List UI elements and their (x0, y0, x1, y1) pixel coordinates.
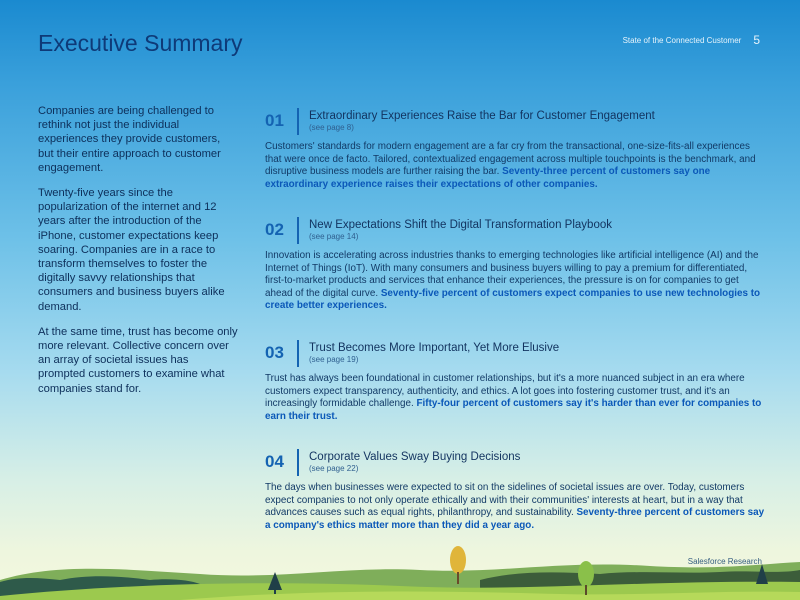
finding-highlight: Fifty-four percent of customers say it's harder than ever for companies to earn their trust. (265, 398, 762, 422)
finding-body (265, 250, 765, 313)
finding-title: Extraordinary Experiences Raise the Bar for Customer Engagement (309, 110, 655, 122)
finding-divider (297, 108, 299, 135)
finding-highlight: Seventy-three percent of customers say one extraordinary experience raises their expectations of other companies. (265, 166, 711, 190)
finding-header (265, 213, 765, 247)
landscape-illustration (0, 540, 800, 600)
finding-number: 02 (265, 220, 284, 239)
finding-03 (265, 336, 765, 423)
finding-divider (297, 449, 299, 476)
finding-highlight: Seventy-three percent of customers say a company's ethics matter more than they did a year ago. (265, 507, 765, 531)
finding-01 (265, 104, 765, 191)
finding-number: 01 (265, 111, 284, 130)
intro-column (38, 104, 238, 407)
finding-number: 04 (265, 452, 284, 471)
finding-header (265, 104, 765, 138)
finding-number: 03 (265, 343, 284, 362)
finding-body (265, 141, 765, 191)
finding-page-ref: (see page 14) (309, 232, 359, 241)
finding-text: Innovation is accelerating across industries thanks to emerging technologies like artificial intelligence (AI) and the Internet of Things (IoT). With many consumers and business buyers willing to pay a premium for differentiated, first-to-market products and services that enhance their experiences, the pressure is on for companies to get ahead of the digital curve. (265, 250, 759, 299)
finding-divider (297, 340, 299, 367)
finding-02 (265, 213, 765, 313)
finding-header (265, 336, 765, 370)
page-header-meta (623, 33, 760, 47)
finding-page-ref: (see page 8) (309, 123, 354, 132)
yellow-tree-trunk (457, 572, 459, 584)
intro-paragraph: Twenty-five years since the popularization of the internet and 12 years after the introduction of the iPhone, customer expectations keep soaring. Companies are in a race to transform themselves to foster the digitally savvy relationships that consumers and business buyers alike demand. (38, 187, 225, 313)
finding-body (265, 373, 765, 423)
finding-page-ref: (see page 22) (309, 464, 359, 473)
intro-paragraph: Companies are being challenged to rethink not just the individual experiences they provide customers, but their entire approach to customer engagement. (38, 105, 221, 174)
publication-name: State of the Connected Customer (622, 35, 742, 45)
page-title: Executive Summary (38, 30, 243, 56)
finding-04 (265, 445, 765, 532)
finding-title: New Expectations Shift the Digital Transformation Playbook (309, 219, 612, 231)
finding-text: Trust has always been foundational in customer relationships, but it's a more nuanced subject in an era where customers expect transparency, authenticity, and ethics. A lot goes into fostering customer trust, and it's an increasingly formidable challenge. (265, 373, 745, 410)
pine-trunk-left (274, 590, 276, 594)
green-tree-crown (578, 561, 594, 587)
finding-title: Corporate Values Sway Buying Decisions (309, 451, 521, 463)
finding-text: The days when businesses were expected to sit on the sidelines of societal issues are over. Today, customers expect companies to not only operate ethically and with their communities' interests at heart, but in a way that advances causes such as equal rights, philanthropy, and sustainability. (265, 482, 745, 519)
finding-text: Customers' standards for modern engagement are a far cry from the transactional, one-size-fits-all experiences that were once de facto. Tailored, contextualized engagement across multiple touchpoints is the benchmark, and disruptive business models are further raising the bar. (265, 141, 756, 178)
finding-body (265, 482, 765, 532)
green-tree-trunk (585, 585, 587, 595)
yellow-tree-crown (450, 546, 466, 574)
finding-title: Trust Becomes More Important, Yet More Elusive (309, 342, 560, 354)
finding-divider (297, 217, 299, 244)
finding-page-ref: (see page 19) (309, 355, 359, 364)
footer-source: Salesforce Research (687, 557, 762, 566)
page-number: 5 (753, 33, 760, 47)
finding-highlight: Seventy-five percent of customers expect companies to use new technologies to create better experiences. (265, 287, 761, 312)
finding-header (265, 445, 765, 479)
intro-paragraph: At the same time, trust has become only more relevant. Collective concern over an array of societal issues has prompted customers to examine what companies stand for. (38, 325, 238, 395)
